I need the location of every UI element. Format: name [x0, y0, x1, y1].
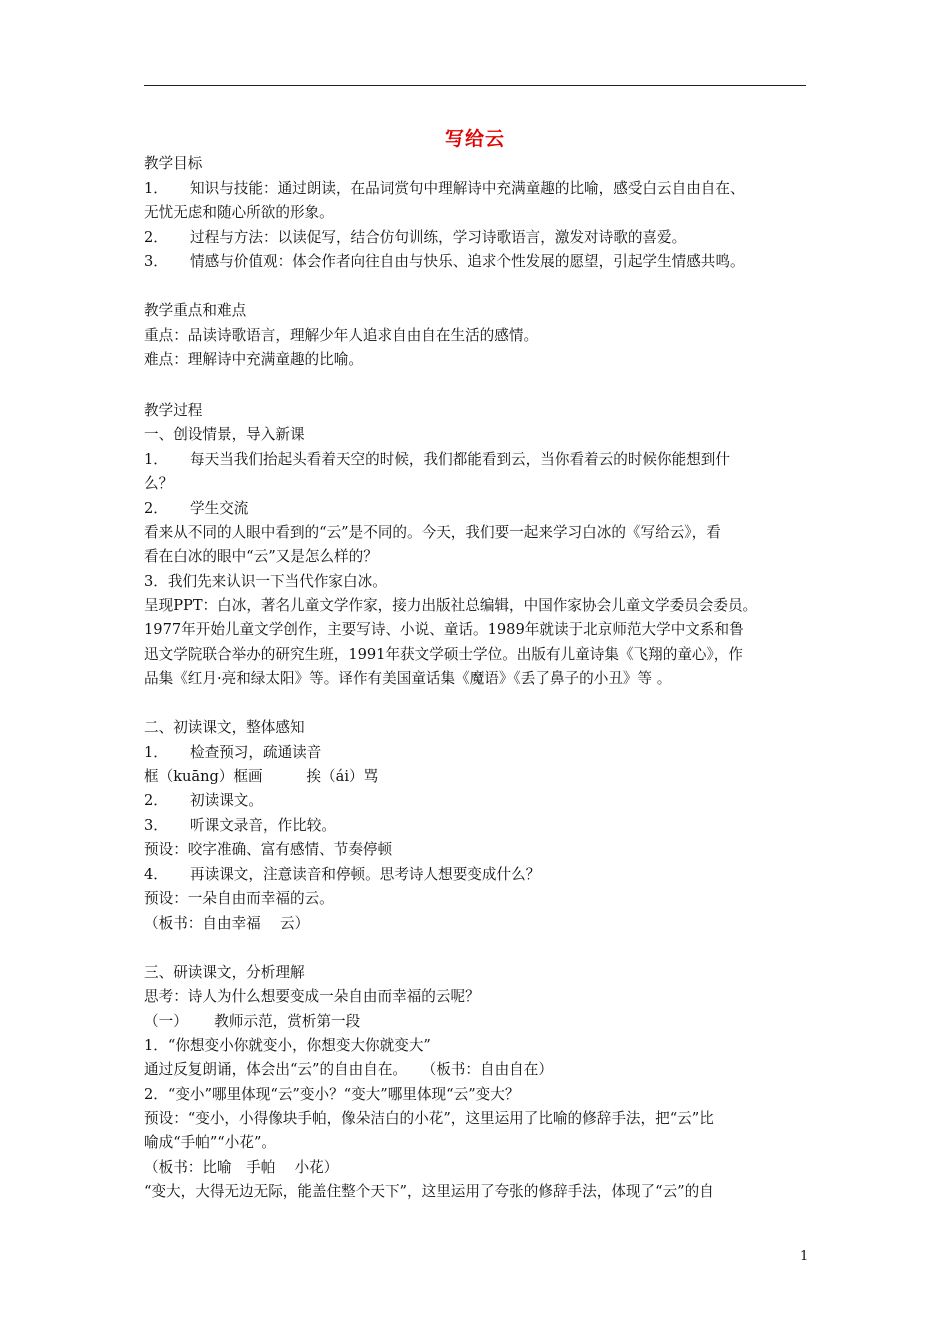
- list-number: 3．: [144, 817, 168, 834]
- line-text: 1977年开始儿童文学创作，主要写诗、小说、童话。1989年就读于北京师范大学中文系和鲁: [144, 621, 744, 638]
- text-line: [144, 524, 721, 542]
- line-text: 预设：“变小，小得像块手帕，像朵洁白的小花”，这里运用了比喻的修辞手法，把“云”比: [144, 1110, 714, 1127]
- text-line: [144, 670, 671, 688]
- page-number: 1: [800, 1249, 809, 1264]
- line-text: 框（kuāng）框画 挨（ái）骂: [144, 768, 379, 785]
- text-line: [144, 1183, 714, 1201]
- text-line: [144, 253, 745, 271]
- line-text: 么？: [144, 475, 174, 492]
- line-text: 一、创设情景，导入新课: [144, 426, 305, 443]
- line-text: 情感与价值观：体会作者向往自由与快乐、追求个性发展的愿望，引起学生情感共鸣。: [190, 253, 745, 270]
- text-line: [144, 1086, 519, 1104]
- text-line: [144, 1134, 276, 1152]
- text-line: [144, 792, 263, 810]
- text-line: [144, 402, 202, 420]
- document-title: 写给云: [444, 128, 505, 150]
- line-text: 迅文学院联合举办的研究生班，1991年获文学硕士学位。出版有儿童诗集《飞翔的童心》，作: [144, 646, 743, 663]
- text-line: [144, 817, 336, 835]
- text-line: [144, 988, 480, 1006]
- line-text: 看在白冰的眼中“云”又是怎么样的？: [144, 548, 378, 565]
- text-line: [144, 1037, 431, 1055]
- line-text: 三、研读课文，分析理解: [144, 964, 305, 981]
- text-line: [144, 327, 538, 345]
- list-number: 3．: [144, 253, 168, 270]
- line-text: “变大，大得无边无际，能盖住整个天下”，这里运用了夸张的修辞手法，体现了“云”的自: [144, 1183, 714, 1200]
- text-line: [144, 475, 173, 493]
- text-line: [144, 768, 378, 786]
- text-line: [144, 1061, 553, 1079]
- line-text: （一） 教师示范，赏析第一段: [144, 1013, 361, 1030]
- line-text: 预设：一朵自由而幸福的云。: [144, 890, 334, 907]
- line-text: 听课文录音，作比较。: [190, 817, 336, 834]
- line-text: 1．“你想变小你就变小，你想变大你就变大”: [144, 1037, 431, 1054]
- text-line: [144, 890, 334, 908]
- text-line: [144, 155, 202, 173]
- line-text: 每天当我们抬起头看着天空的时候，我们都能看到云，当你看着云的时候你能想到什: [190, 451, 730, 468]
- text-line: [144, 351, 363, 369]
- header-rule: [144, 85, 806, 86]
- text-line: [144, 180, 745, 198]
- line-text: 思考：诗人为什么想要变成一朵自由而幸福的云呢？: [144, 988, 480, 1005]
- text-line: [144, 719, 305, 737]
- line-text: 预设：咬字准确、富有感情、节奏停顿: [144, 841, 393, 858]
- line-text: 教学重点和难点: [144, 302, 247, 319]
- list-number: 2．: [144, 500, 168, 517]
- list-number: 2．: [144, 792, 168, 809]
- list-number: 2．: [144, 229, 168, 246]
- text-line: [144, 964, 305, 982]
- text-line: [144, 597, 757, 615]
- line-text: 教学过程: [144, 402, 203, 419]
- list-number: 1．: [144, 451, 168, 468]
- text-line: [144, 744, 321, 762]
- text-line: [144, 1013, 360, 1031]
- text-line: [144, 915, 309, 933]
- line-text: 品集《红月·亮和绿太阳》等。译作有美国童话集《魔语》《丢了鼻子的小丑》等 。: [144, 670, 672, 687]
- list-number: 1．: [144, 744, 168, 761]
- text-line: [144, 500, 248, 518]
- text-line: [144, 426, 305, 444]
- line-text: 再读课文，注意读音和停顿。思考诗人想要变成什么？: [190, 866, 541, 883]
- text-line: [144, 451, 730, 469]
- text-line: [144, 866, 540, 884]
- line-text: 看来从不同的人眼中看到的“云”是不同的。今天，我们要一起来学习白冰的《写给云》，看: [144, 524, 721, 541]
- line-text: 过程与方法：以读促写，结合仿句训练，学习诗歌语言，激发对诗歌的喜爱。: [190, 229, 687, 246]
- line-text: 呈现PPT：白冰，著名儿童文学作家，接力出版社总编辑，中国作家协会儿童文学委员会委员。: [144, 597, 758, 614]
- list-number: 4．: [144, 866, 168, 883]
- line-text: 知识与技能：通过朗读，在品词赏句中理解诗中充满童趣的比喻，感受白云自由自在、: [190, 180, 745, 197]
- line-text: 重点：品读诗歌语言，理解少年人追求自由自在生活的感情。: [144, 327, 539, 344]
- line-text: 喻成“手帕”“小花”。: [144, 1134, 276, 1151]
- text-line: [144, 204, 334, 222]
- line-text: 通过反复朗诵，体会出“云”的自由自在。 （板书：自由自在）: [144, 1061, 553, 1078]
- text-line: [144, 841, 392, 859]
- list-number: 1．: [144, 180, 168, 197]
- line-text: 难点：理解诗中充满童趣的比喻。: [144, 351, 363, 368]
- line-text: 二、初读课文，整体感知: [144, 719, 305, 736]
- text-line: [144, 621, 744, 639]
- line-text: 2．“变小”哪里体现“云”变小？“变大”哪里体现“云”变大？: [144, 1086, 520, 1103]
- text-line: [144, 1110, 714, 1128]
- line-text: 3．我们先来认识一下当代作家白冰。: [144, 573, 387, 590]
- line-text: 检查预习，疏通读音: [190, 744, 322, 761]
- line-text: 无忧无虑和随心所欲的形象。: [144, 204, 334, 221]
- line-text: 学生交流: [190, 500, 249, 517]
- line-text: 初读课文。: [190, 792, 263, 809]
- text-line: [144, 229, 686, 247]
- line-text: （板书：自由幸福 云）: [144, 915, 310, 932]
- text-line: [144, 573, 387, 591]
- text-line: [144, 646, 743, 664]
- text-line: [144, 302, 246, 320]
- text-line: [144, 1159, 338, 1177]
- text-line: [144, 548, 378, 566]
- line-text: （板书：比喻 手帕 小花）: [144, 1159, 339, 1176]
- line-text: 教学目标: [144, 155, 203, 172]
